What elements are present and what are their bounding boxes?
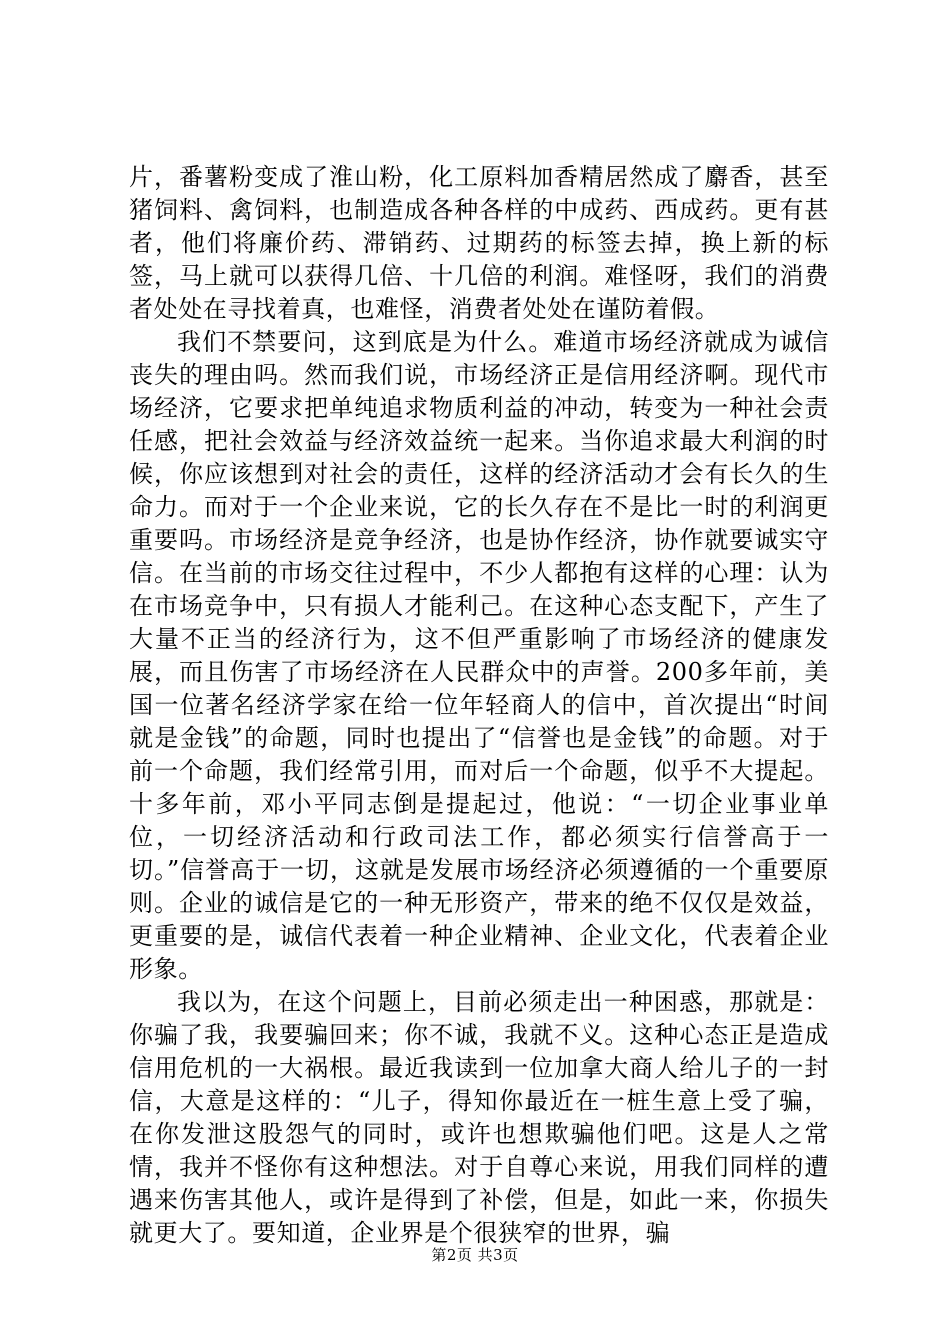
paragraph-3: 我以为，在这个问题上，目前必须走出一种困惑，那就是：你骗了我，我要骗回来；你不诚，我就不义。这种心态正是造成信用危机的一大祸根。最近我读到一位加拿大商人给儿子的一封信，大意是这样的：“儿子，得知你最近在一桩生意上受了骗，在你发泄这股怨气的同时，或许也想欺骗他们吧。这是人之常情，我并不怪你有这种想法。对于自尊心来说，用我们同样的遭遇来伤害其他人，或许是得到了补偿，但是，如此一来，你损失就更大了。要知道，企业界是个很狭窄的世界，骗	[129, 988, 829, 1247]
page-footer	[0, 1245, 950, 1265]
document-body	[129, 161, 829, 1250]
paragraph-1: 片，番薯粉变成了淮山粉，化工原料加香精居然成了麝香，甚至猪饲料、禽饲料，也制造成各种各样的中成药、西成药。更有甚者，他们将廉价药、滞销药、过期药的标签去掉，换上新的标签，马上就可以获得几倍、十几倍的利润。难怪呀，我们的消费者处处在寻找着真，也难怪，消费者处处在谨防着假。	[129, 163, 829, 323]
page-number-label: 第2页 共3页	[431, 1246, 519, 1264]
paragraph-2: 我们不禁要问，这到底是为什么。难道市场经济就成为诚信丧失的理由吗。然而我们说，市场经济正是信用经济啊。现代市场经济，它要求把单纯追求物质利益的冲动，转变为一种社会责任感，把社会效益与经济效益统一起来。当你追求最大利润的时候，你应该想到对社会的责任，这样的经济活动才会有长久的生命力。而对于一个企业来说，它的长久存在不是比一时的利润更重要吗。市场经济是竞争经济，也是协作经济，协作就要诚实守信。在当前的市场交往过程中，不少人都抱有这样的心理：认为在市场竞争中，只有损人才能利己。在这种心态支配下，产生了大量不正当的经济行为，这不但严重影响了市场经济的健康发展，而且伤害了市场经济在人民群众中的声誉。200多年前，美国一位著名经济学家在给一位年轻商人的信中，首次提出“时间就是金钱”的命题，同时也提出了“信誉也是金钱”的命题。对于前一个命题，我们经常引用，而对后一个命题，似乎不大提起。十多年前，邓小平同志倒是提起过，他说：“一切企业事业单位，一切经济活动和行政司法工作，都必须实行信誉高于一切。”信誉高于一切，这就是发展市场经济必须遵循的一个重要原则。企业的诚信是它的一种无形资产，带来的绝不仅仅是效益，更重要的是，诚信代表着一种企业精神、企业文化，代表着企业形象。	[129, 328, 829, 983]
